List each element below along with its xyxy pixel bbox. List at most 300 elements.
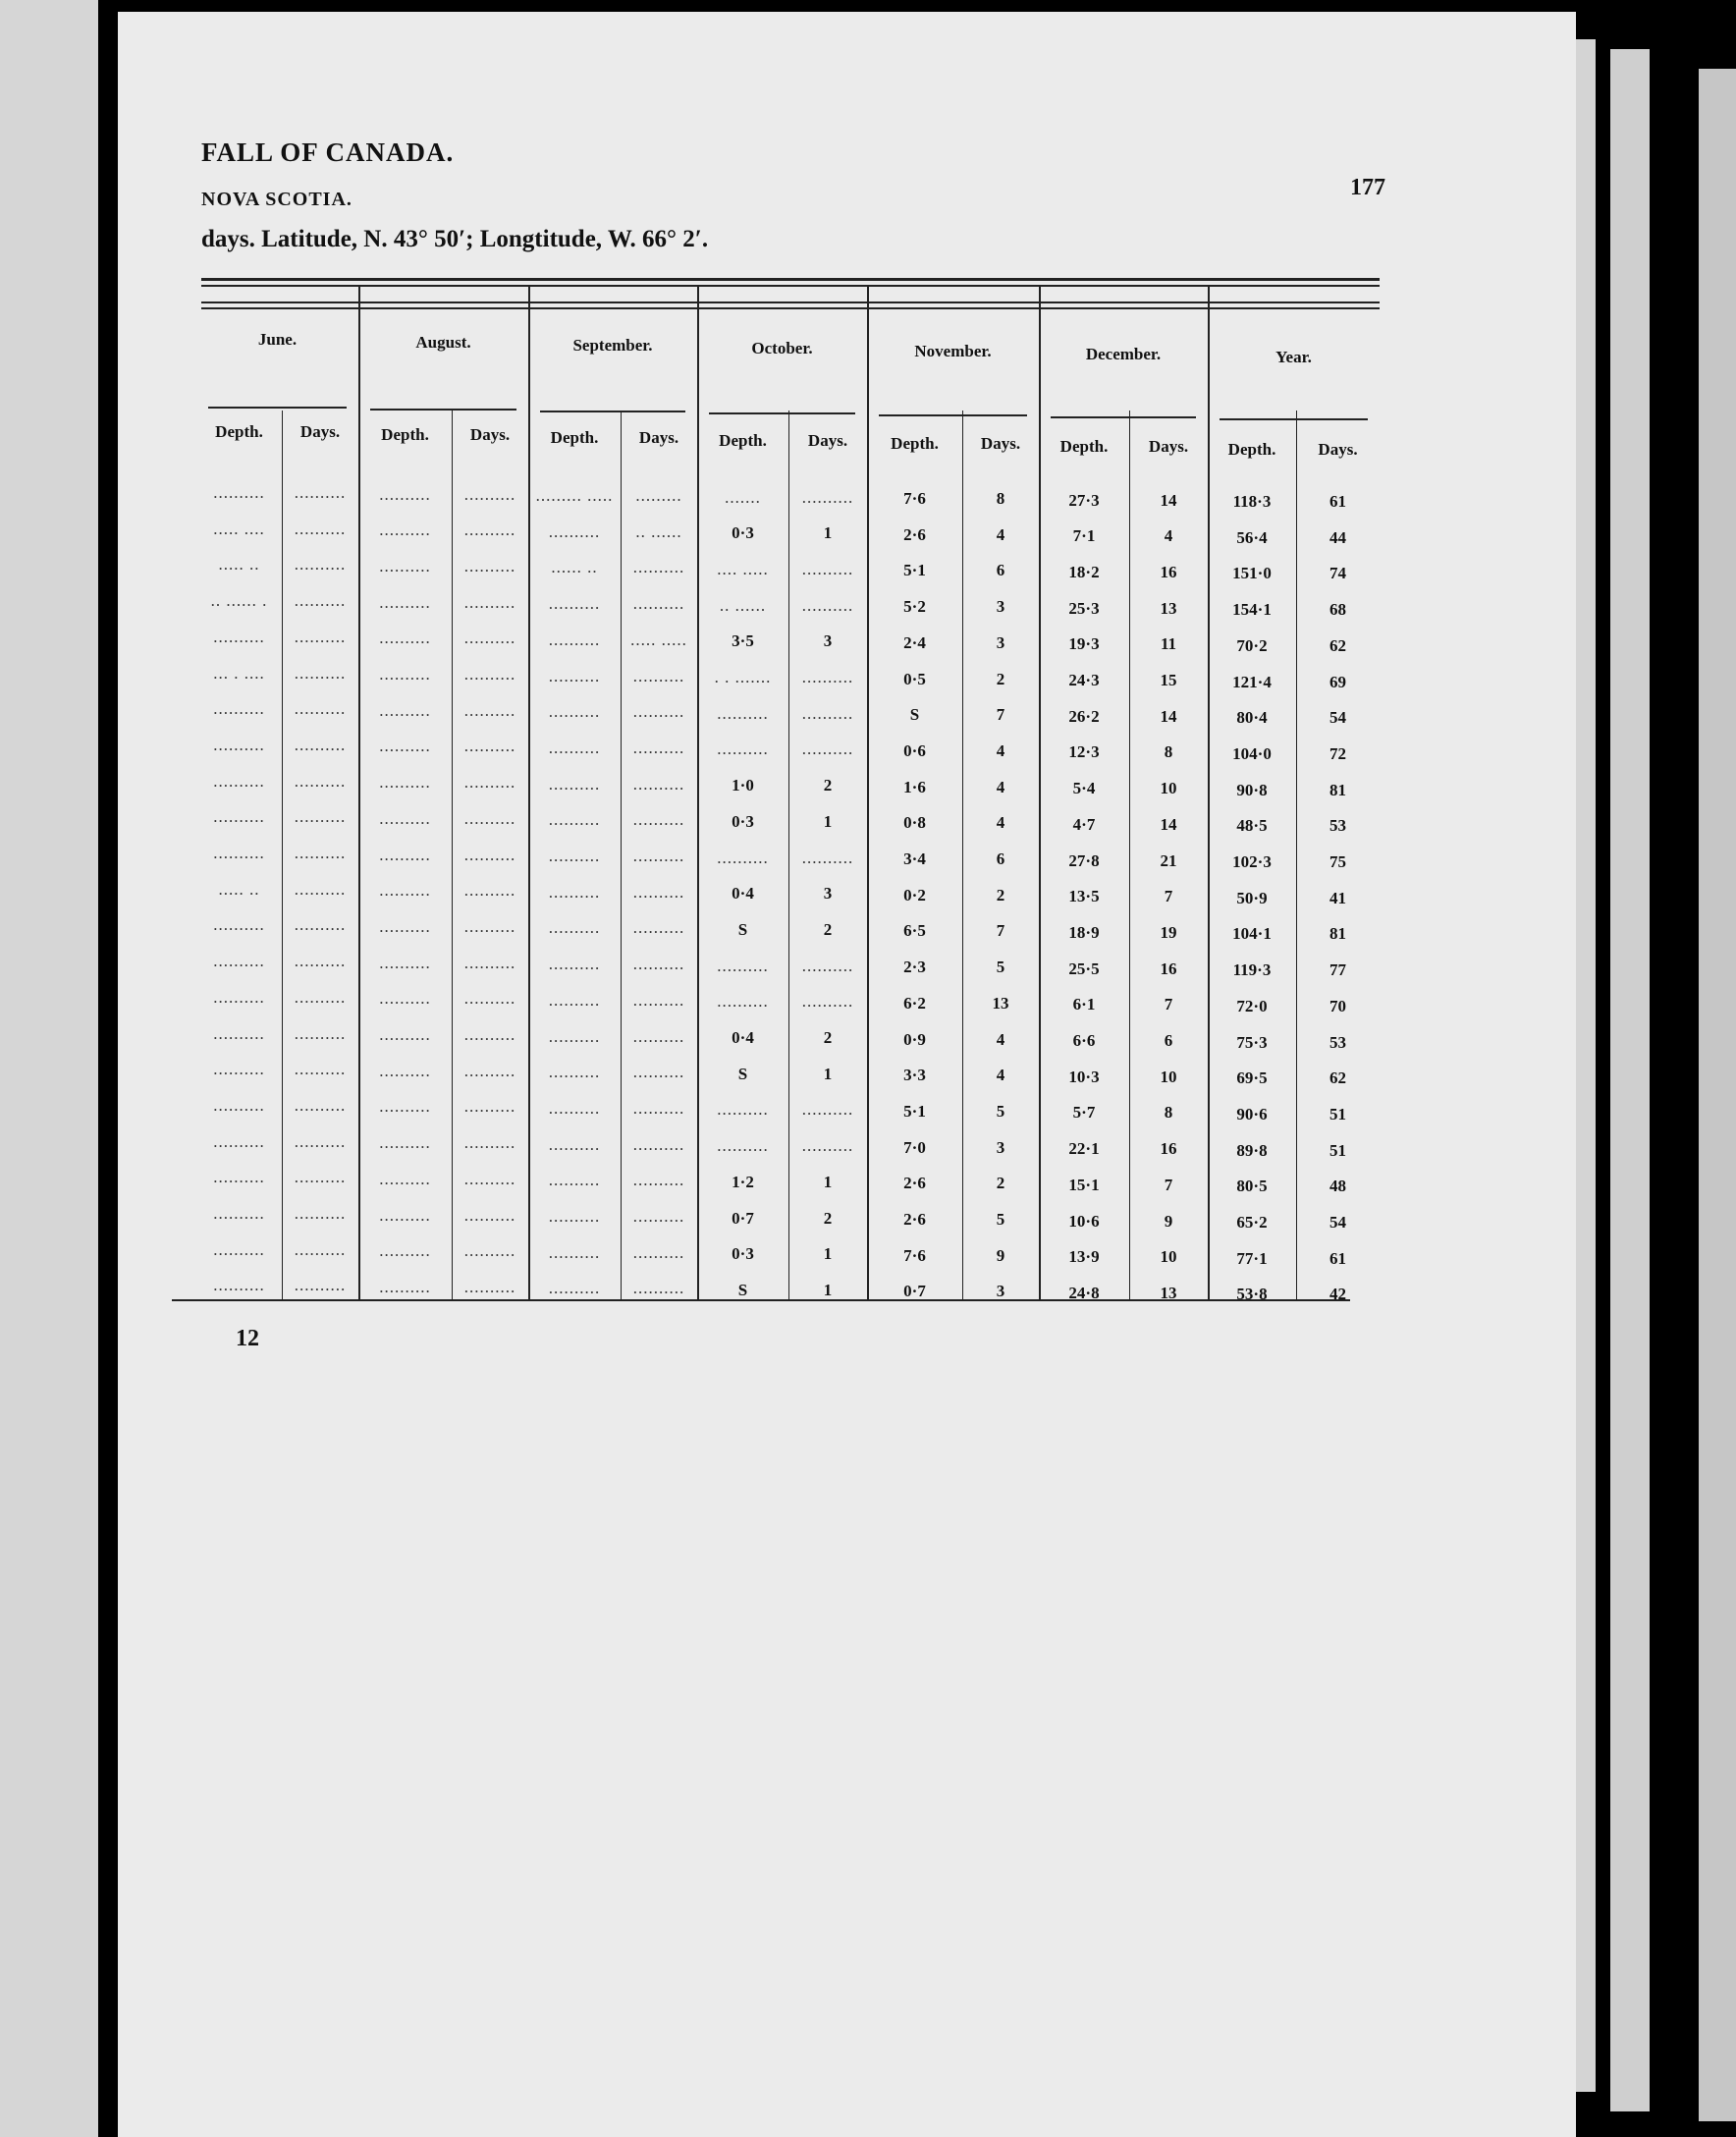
days-cell: 2	[823, 919, 833, 939]
days-cell: 77	[1329, 960, 1346, 980]
depth-cell: 0·3	[732, 811, 754, 831]
depth-cell: ..........	[213, 483, 265, 502]
depth-cell: 0·8	[903, 813, 926, 833]
days-cell: ..........	[801, 487, 854, 507]
depth-cell: 0·5	[903, 669, 926, 688]
days-cell: ..........	[632, 1242, 685, 1262]
depth-cell: 2·6	[903, 1174, 926, 1193]
depth-cell: ..........	[548, 521, 601, 541]
depth-cell: ..........	[213, 1023, 265, 1043]
days-cell: ..........	[632, 882, 685, 902]
depth-cell: 6·1	[1072, 995, 1096, 1014]
days-cell: ..........	[463, 845, 516, 864]
depth-cell: 2·6	[903, 524, 926, 544]
days-cell: ..........	[463, 737, 516, 756]
days-cell: 7	[1164, 887, 1173, 906]
depth-cell: ..........	[379, 953, 431, 972]
depth-cell: .. ......	[719, 595, 767, 615]
days-cell: .........	[635, 486, 682, 505]
days-cell: ..........	[632, 558, 685, 577]
depth-cell: ..........	[379, 773, 431, 793]
subcolumn-divider	[1296, 411, 1297, 1299]
days-cell: 2	[823, 1028, 833, 1047]
depth-cell: ..........	[213, 699, 265, 719]
depth-cell: ..........	[379, 881, 431, 901]
depth-cell: ..........	[548, 1242, 601, 1262]
days-cell: 74	[1329, 564, 1346, 583]
days-cell: ..........	[632, 1063, 685, 1082]
depth-cell: ..........	[548, 1207, 601, 1226]
days-cell: ..........	[294, 699, 347, 719]
depth-cell: 154·1	[1232, 600, 1272, 620]
days-column-header: Days.	[469, 425, 511, 444]
days-cell: 9	[996, 1245, 1005, 1265]
days-cell: 62	[1329, 635, 1346, 655]
depth-cell: ..........	[379, 1205, 431, 1225]
depth-cell: ..........	[548, 810, 601, 830]
depth-cell: 151·0	[1232, 564, 1272, 583]
depth-cell: .. ...... .	[210, 591, 268, 611]
month-header: Year.	[1275, 348, 1312, 366]
days-cell: ..........	[632, 955, 685, 974]
days-cell: 13	[1160, 1283, 1177, 1302]
depth-cell: 48·5	[1236, 816, 1268, 836]
depth-cell: ..........	[548, 630, 601, 649]
depth-cell: 7·6	[903, 1245, 926, 1265]
days-cell: 4	[996, 1029, 1005, 1049]
days-cell: 1	[823, 1244, 833, 1264]
days-cell: 2	[823, 776, 833, 795]
depth-cell: 0·3	[732, 1244, 754, 1264]
depth-cell: 12·3	[1068, 742, 1100, 762]
days-cell: 7	[996, 921, 1005, 941]
depth-cell: ..........	[548, 1279, 601, 1298]
depth-cell: 50·9	[1236, 888, 1268, 907]
depth-cell: 56·4	[1236, 527, 1268, 547]
depth-cell: 53·8	[1236, 1285, 1268, 1304]
month-underline	[208, 407, 347, 409]
days-cell: 8	[1164, 742, 1173, 762]
days-cell: 41	[1329, 888, 1346, 907]
depth-cell: 19·3	[1068, 634, 1100, 654]
depth-cell: 7·6	[903, 489, 926, 508]
depth-cell: ..........	[379, 989, 431, 1009]
depth-cell: ..........	[548, 955, 601, 974]
depth-cell: 0·2	[903, 885, 926, 904]
days-cell: 53	[1329, 816, 1346, 836]
days-cell: 4	[996, 524, 1005, 544]
days-cell: ..........	[294, 1060, 347, 1079]
days-cell: 1	[823, 1064, 833, 1083]
subcolumn-divider	[452, 411, 453, 1299]
days-cell: 3	[996, 1137, 1005, 1157]
depth-cell: 0·7	[903, 1282, 926, 1301]
depth-cell: ..... ..	[218, 555, 260, 575]
days-cell: 69	[1329, 672, 1346, 691]
column-divider	[358, 285, 360, 1301]
depth-cell: ..........	[717, 956, 769, 975]
days-cell: ..........	[801, 1136, 854, 1156]
days-cell: ..........	[294, 483, 347, 502]
days-cell: ..........	[463, 989, 516, 1009]
depth-cell: ..........	[213, 1060, 265, 1079]
depth-cell: ..........	[213, 1095, 265, 1115]
days-column-header: Days.	[1148, 437, 1189, 456]
depth-column-header: Depth.	[381, 425, 429, 444]
depth-cell: 24·3	[1068, 671, 1100, 689]
depth-cell: ..... ..	[218, 879, 260, 899]
depth-cell: 5·2	[903, 597, 926, 617]
depth-cell: ..........	[548, 702, 601, 722]
days-cell: ..........	[632, 774, 685, 794]
depth-cell: ..........	[379, 845, 431, 864]
depth-cell: ...... ..	[551, 558, 598, 577]
days-cell: ..........	[463, 881, 516, 901]
depth-cell: 26·2	[1068, 706, 1100, 726]
days-cell: ..........	[632, 1026, 685, 1046]
depth-cell: ..........	[548, 666, 601, 685]
depth-cell: ..........	[379, 521, 431, 540]
subcolumn-divider	[621, 411, 622, 1299]
days-column-header: Days.	[1318, 440, 1358, 459]
depth-column-header: Depth.	[215, 422, 263, 441]
depth-cell: ..........	[379, 1277, 431, 1296]
days-cell: ..........	[463, 1169, 516, 1188]
days-cell: 14	[1160, 706, 1177, 726]
days-cell: ..........	[801, 595, 854, 615]
depth-cell: 0·9	[903, 1029, 926, 1049]
depth-cell: ..........	[379, 556, 431, 575]
days-cell: 51	[1329, 1140, 1346, 1160]
depth-column-header: Depth.	[1227, 440, 1276, 459]
days-cell: ..........	[294, 1095, 347, 1115]
depth-cell: ..........	[213, 952, 265, 971]
days-cell: ..........	[294, 735, 347, 754]
page-edge-shadow	[1610, 49, 1650, 2111]
days-cell: ..........	[632, 918, 685, 938]
depth-cell: ..........	[379, 1061, 431, 1080]
days-cell: ..........	[463, 916, 516, 936]
depth-cell: S	[737, 919, 748, 939]
station-coordinates: days. Latitude, N. 43° 50′; Longtitude, W. 66° 2′.	[201, 226, 709, 252]
depth-cell: ..........	[379, 700, 431, 720]
days-cell: ..........	[463, 1205, 516, 1225]
depth-cell: ..........	[548, 594, 601, 614]
depth-cell: ..........	[213, 771, 265, 791]
depth-cell: . . .......	[714, 668, 772, 686]
depth-cell: 18·2	[1068, 562, 1100, 581]
depth-cell: 13·9	[1068, 1247, 1100, 1267]
depth-cell: 90·8	[1236, 780, 1268, 799]
days-cell: ..........	[294, 555, 347, 575]
depth-cell: 10·6	[1068, 1211, 1100, 1231]
days-cell: ..........	[294, 915, 347, 935]
month-header: November.	[914, 342, 992, 360]
month-underline	[370, 409, 516, 411]
depth-cell: 119·3	[1232, 960, 1272, 980]
depth-cell: ..........	[717, 740, 769, 759]
days-cell: 11	[1160, 634, 1177, 654]
depth-cell: 80·4	[1236, 708, 1268, 728]
depth-cell: ..........	[379, 1025, 431, 1044]
month-header: December.	[1085, 345, 1162, 363]
depth-cell: 25·5	[1068, 959, 1100, 978]
days-cell: 3	[996, 597, 1005, 617]
days-cell: 4	[1164, 526, 1173, 546]
days-cell: 10	[1160, 1067, 1177, 1086]
depth-cell: ..........	[213, 1239, 265, 1259]
depth-column-header: Depth.	[550, 428, 599, 447]
depth-cell: 5·1	[903, 561, 926, 580]
days-cell: ..........	[632, 702, 685, 722]
days-cell: 2	[996, 669, 1005, 688]
days-cell: 1	[823, 523, 833, 543]
depth-cell: 6·2	[903, 993, 926, 1013]
days-cell: ..........	[463, 484, 516, 504]
days-cell: ..........	[463, 1241, 516, 1261]
days-cell: 4	[996, 813, 1005, 833]
depth-cell: ..........	[379, 629, 431, 648]
column-divider	[1039, 285, 1041, 1301]
days-cell: ..........	[463, 556, 516, 575]
depth-cell: ..........	[548, 847, 601, 865]
depth-cell: 89·8	[1236, 1140, 1268, 1160]
depth-cell: ..........	[213, 844, 265, 862]
depth-column-header: Depth.	[891, 434, 939, 453]
days-cell: ..........	[801, 848, 854, 867]
days-cell: 2	[996, 1174, 1005, 1193]
month-header: June.	[257, 330, 298, 349]
days-cell: ..........	[294, 987, 347, 1007]
depth-cell: ..........	[379, 1169, 431, 1188]
depth-cell: 5·1	[903, 1101, 926, 1121]
days-cell: 44	[1329, 527, 1346, 547]
month-underline	[879, 414, 1027, 416]
days-cell: ..........	[463, 808, 516, 828]
days-cell: ..........	[632, 738, 685, 757]
depth-cell: ..........	[213, 1168, 265, 1187]
days-cell: 54	[1329, 1213, 1346, 1232]
days-cell: 4	[996, 740, 1005, 760]
depth-cell: 25·3	[1068, 598, 1100, 618]
days-column-header: Days.	[980, 434, 1021, 453]
depth-cell: ..........	[213, 987, 265, 1007]
days-cell: 4	[996, 777, 1005, 796]
depth-cell: .......	[725, 487, 761, 507]
column-divider	[697, 285, 699, 1301]
depth-cell: 118·3	[1232, 492, 1272, 511]
depth-cell: 75·3	[1236, 1032, 1268, 1052]
depth-cell: ..........	[213, 1276, 265, 1295]
depth-cell: ..........	[548, 1134, 601, 1154]
column-divider	[867, 285, 869, 1301]
days-cell: ..........	[463, 629, 516, 648]
days-cell: 61	[1329, 1248, 1346, 1268]
days-cell: ..........	[294, 771, 347, 791]
days-cell: ..........	[632, 1098, 685, 1118]
days-cell: 14	[1160, 490, 1177, 510]
depth-cell: ..... ....	[213, 519, 265, 538]
days-cell: ..........	[463, 665, 516, 684]
depth-cell: ..........	[717, 1100, 769, 1120]
depth-cell: ..........	[213, 1131, 265, 1151]
depth-cell: 2·3	[903, 958, 926, 977]
table-top-rule	[201, 278, 1380, 281]
days-cell: ..........	[632, 1207, 685, 1226]
days-column-header: Days.	[299, 422, 341, 441]
days-cell: ..........	[463, 773, 516, 793]
days-cell: ..........	[801, 559, 854, 578]
depth-cell: ..........	[379, 592, 431, 612]
facing-page-edge	[0, 0, 98, 2137]
days-cell: ..........	[294, 627, 347, 646]
depth-cell: ......... .....	[535, 486, 614, 505]
depth-cell: 1·6	[903, 777, 926, 796]
depth-cell: ..........	[717, 1136, 769, 1156]
days-cell: 2	[823, 1208, 833, 1228]
days-cell: .. ......	[635, 521, 682, 541]
days-cell: 7	[1164, 995, 1173, 1014]
days-cell: 5	[996, 1101, 1005, 1121]
subcolumn-divider	[1129, 411, 1130, 1299]
days-cell: ..........	[294, 844, 347, 862]
days-cell: ..........	[801, 668, 854, 686]
days-cell: 6	[996, 849, 1005, 868]
depth-cell: 7·1	[1072, 526, 1096, 546]
depth-cell: ..........	[379, 1241, 431, 1261]
days-column-header: Days.	[638, 428, 679, 447]
depth-cell: 0·7	[732, 1208, 754, 1228]
depth-cell: 65·2	[1236, 1213, 1268, 1232]
running-head: FALL OF CANADA.	[201, 137, 455, 167]
depth-cell: ..........	[213, 627, 265, 646]
depth-cell: S	[737, 1280, 748, 1299]
days-cell: ..........	[801, 992, 854, 1012]
days-cell: 16	[1160, 959, 1177, 978]
days-cell: ..........	[801, 1100, 854, 1120]
table-top-rule	[201, 307, 1380, 309]
days-cell: 6	[996, 561, 1005, 580]
depth-cell: ..........	[717, 848, 769, 867]
depth-cell: 5·7	[1072, 1103, 1096, 1123]
depth-cell: 22·1	[1068, 1139, 1100, 1159]
days-cell: ..........	[801, 956, 854, 975]
depth-cell: ..........	[548, 1026, 601, 1046]
days-cell: 7	[996, 705, 1005, 725]
days-cell: 61	[1329, 492, 1346, 511]
days-cell: ..........	[463, 953, 516, 972]
depth-cell: ... . ....	[213, 663, 265, 683]
depth-cell: ..........	[213, 735, 265, 754]
depth-cell: 104·0	[1232, 743, 1272, 763]
page-edge-shadow	[1576, 39, 1596, 2092]
days-cell: ..... .....	[630, 630, 687, 649]
days-cell: 62	[1329, 1068, 1346, 1088]
days-cell: ..........	[294, 1131, 347, 1151]
depth-cell: ..........	[548, 1171, 601, 1190]
depth-cell: 1·0	[732, 776, 754, 795]
subcolumn-divider	[962, 411, 963, 1299]
days-cell: ..........	[632, 666, 685, 685]
month-header: August.	[415, 333, 471, 352]
days-cell: 1	[823, 811, 833, 831]
depth-cell: ..........	[379, 1097, 431, 1117]
days-cell: 70	[1329, 996, 1346, 1015]
depth-cell: 6·5	[903, 921, 926, 941]
month-underline	[709, 412, 855, 414]
depth-cell: 0·3	[732, 523, 754, 543]
depth-cell: 102·3	[1232, 852, 1272, 871]
depth-cell: 2·6	[903, 1210, 926, 1229]
depth-cell: ..........	[548, 990, 601, 1010]
days-cell: 13	[1160, 598, 1177, 618]
days-cell: 13	[992, 993, 1009, 1013]
depth-column-header: Depth.	[1059, 437, 1109, 456]
days-cell: 3	[996, 1282, 1005, 1301]
depth-cell: 15·1	[1068, 1175, 1100, 1194]
depth-cell: 3·5	[732, 631, 754, 651]
days-cell: 42	[1329, 1285, 1346, 1304]
days-cell: ..........	[632, 847, 685, 865]
days-cell: 5	[996, 1210, 1005, 1229]
depth-cell: ..........	[548, 1063, 601, 1082]
days-cell: ..........	[294, 1239, 347, 1259]
days-cell: ..........	[463, 1025, 516, 1044]
depth-cell: ..........	[379, 916, 431, 936]
days-cell: ..........	[801, 703, 854, 723]
days-cell: 10	[1160, 1247, 1177, 1267]
days-cell: 16	[1160, 1139, 1177, 1159]
days-cell: 10	[1160, 779, 1177, 798]
column-divider	[1208, 285, 1210, 1301]
depth-cell: 121·4	[1232, 672, 1272, 691]
depth-cell: 1·2	[732, 1172, 754, 1191]
days-cell: ..........	[294, 663, 347, 683]
depth-cell: ..........	[213, 915, 265, 935]
depth-cell: 27·3	[1068, 490, 1100, 510]
page-edge-shadow	[1699, 69, 1736, 2121]
depth-cell: 3·3	[903, 1066, 926, 1085]
page-number: 177	[1350, 175, 1385, 200]
days-cell: 54	[1329, 708, 1346, 728]
days-cell: ..........	[463, 592, 516, 612]
days-cell: 5	[996, 958, 1005, 977]
depth-cell: ..........	[213, 807, 265, 827]
depth-cell: ..........	[379, 665, 431, 684]
month-underline	[540, 411, 685, 412]
depth-cell: .... .....	[717, 559, 769, 578]
table-top-rule	[201, 285, 1380, 287]
days-cell: ..........	[294, 807, 347, 827]
days-cell: ..........	[632, 1279, 685, 1298]
month-underline	[1220, 418, 1368, 420]
depth-cell: ..........	[379, 808, 431, 828]
days-cell: 53	[1329, 1032, 1346, 1052]
province-heading: NOVA SCOTIA.	[201, 189, 353, 210]
depth-cell: ..........	[717, 703, 769, 723]
depth-cell: 10·3	[1068, 1067, 1100, 1086]
depth-cell: 18·9	[1068, 922, 1100, 942]
days-cell: ..........	[294, 591, 347, 611]
days-cell: 68	[1329, 600, 1346, 620]
depth-cell: ..........	[717, 992, 769, 1012]
days-cell: 51	[1329, 1104, 1346, 1123]
days-cell: 15	[1160, 671, 1177, 689]
depth-cell: ..........	[548, 774, 601, 794]
days-cell: ..........	[632, 1134, 685, 1154]
days-cell: ..........	[463, 1061, 516, 1080]
depth-cell: 72·0	[1236, 996, 1268, 1015]
